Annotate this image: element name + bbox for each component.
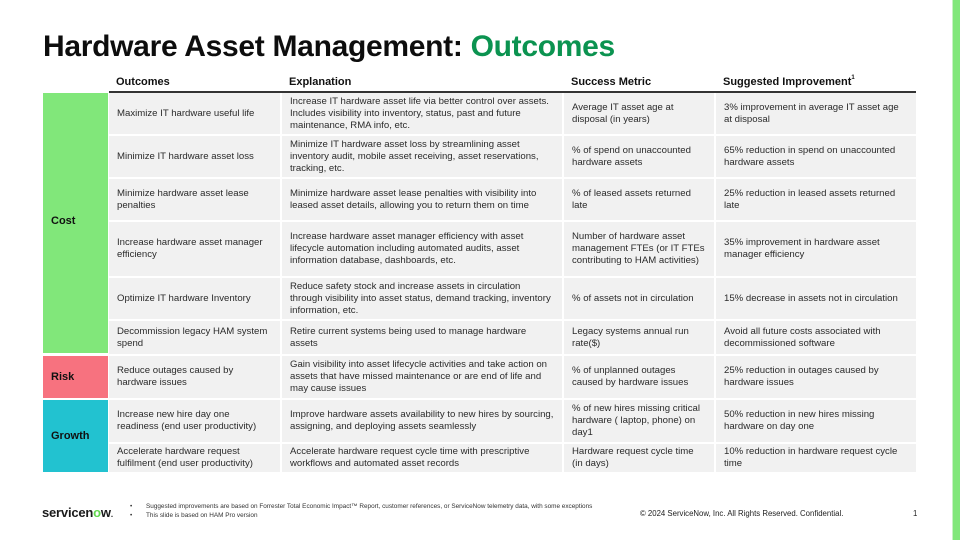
cell-outcome: Increase hardware asset manager efficiency (109, 222, 280, 276)
page-title (43, 30, 615, 64)
category-risk (43, 356, 108, 398)
footnote-marker: 1 (851, 75, 855, 81)
copyright-notice: © 2024 ServiceNow, Inc. All Rights Reserved. Confidential. (640, 509, 844, 518)
category-growth (43, 400, 108, 472)
column-header-success-metric: Success Metric (571, 76, 652, 88)
cell-improvement: 25% reduction in leased assets returned late (716, 179, 916, 220)
cell-explanation: Gain visibility into asset lifecycle activities and take action on assets that have missed maintenance or are end of life and may cause issues (282, 356, 562, 398)
cell-improvement: 3% improvement in average IT asset age at disposal (716, 93, 916, 134)
cell-explanation: Minimize hardware asset lease penalties with visibility into leased asset details, allowing you to return them on time (282, 179, 562, 220)
cell-metric: Legacy systems annual run rate($) (564, 321, 714, 354)
cell-explanation: Accelerate hardware request cycle time with prescriptive workflows and automated asset records (282, 444, 562, 472)
cell-outcome: Decommission legacy HAM system spend (109, 321, 280, 354)
cell-improvement: 35% improvement in hardware asset manager efficiency (716, 222, 916, 276)
footnote-item: • Suggested improvements are based on Forrester Total Economic Impact™ Report, customer references, or ServiceNow telemetry data, with some exceptions (130, 503, 610, 512)
cell-improvement: Avoid all future costs associated with decommissioned software (716, 321, 916, 354)
cell-metric: % of spend on unaccounted hardware assets (564, 136, 714, 177)
cell-improvement: 50% reduction in new hires missing hardware on day one (716, 400, 916, 442)
category-risk-label: Risk (51, 371, 75, 383)
cell-metric: Hardware request cycle time (in days) (564, 444, 714, 472)
cell-explanation: Minimize IT hardware asset loss by streamlining asset inventory audit, mobile asset receiving, asset reservations, tracking, etc. (282, 136, 562, 177)
cell-outcome: Accelerate hardware request fulfilment (end user productivity) (109, 444, 280, 472)
cell-explanation: Reduce safety stock and increase assets in circulation through visibility into asset status, demand tracking, inventory information, etc. (282, 278, 562, 319)
cell-outcome: Minimize IT hardware asset loss (109, 136, 280, 177)
cell-outcome: Reduce outages caused by hardware issues (109, 356, 280, 398)
right-accent-bar (953, 0, 960, 540)
cell-explanation: Increase IT hardware asset life via better control over assets. Includes visibility into inventory, status, past and future maintenance, RMA info, etc. (282, 93, 562, 134)
category-cost (43, 93, 108, 353)
cell-outcome: Minimize hardware asset lease penalties (109, 179, 280, 220)
cell-metric: % of assets not in circulation (564, 278, 714, 319)
cell-metric: Average IT asset age at disposal (in years) (564, 93, 714, 134)
cell-explanation: Retire current systems being used to manage hardware assets (282, 321, 562, 354)
cell-improvement: 65% reduction in spend on unaccounted hardware assets (716, 136, 916, 177)
cell-improvement: 25% reduction in outages caused by hardware issues (716, 356, 916, 398)
cell-metric: % of new hires missing critical hardware ( laptop, phone) on day1 (564, 400, 714, 442)
footnotes (130, 503, 610, 520)
cell-improvement: 15% decrease in assets not in circulation (716, 278, 916, 319)
column-header-explanation: Explanation (289, 76, 352, 88)
column-header-suggested-improvement: Suggested Improvement$^1$ (723, 75, 855, 88)
cell-outcome: Maximize IT hardware useful life (109, 93, 280, 134)
category-cost-label: Cost (51, 215, 76, 227)
footnote-item: • This slide is based on HAM Pro version (130, 512, 610, 521)
cell-metric: % of leased assets returned late (564, 179, 714, 220)
cell-explanation: Improve hardware assets availability to new hires by sourcing, assigning, and deploying assets seamlessly (282, 400, 562, 442)
cell-outcome: Increase new hire day one readiness (end user productivity) (109, 400, 280, 442)
cell-improvement: 10% reduction in hardware request cycle time (716, 444, 916, 472)
page-number: 1 (913, 509, 918, 518)
cell-explanation: Increase hardware asset manager efficiency with asset lifecycle automation including automated audits, asset information database, dashboards, etc. (282, 222, 562, 276)
cell-outcome: Optimize IT hardware Inventory (109, 278, 280, 319)
page-title-main: Hardware Asset Management: (43, 30, 471, 63)
cell-metric: % of unplanned outages caused by hardware issues (564, 356, 714, 398)
page-title-accent: Outcomes (470, 30, 615, 63)
column-header-outcomes: Outcomes (116, 76, 170, 88)
servicenow-logo: servicenow. (42, 505, 113, 520)
category-growth-label: Growth (51, 430, 90, 442)
cell-metric: Number of hardware asset management FTEs (or IT FTEs contributing to HAM activities) (564, 222, 714, 276)
